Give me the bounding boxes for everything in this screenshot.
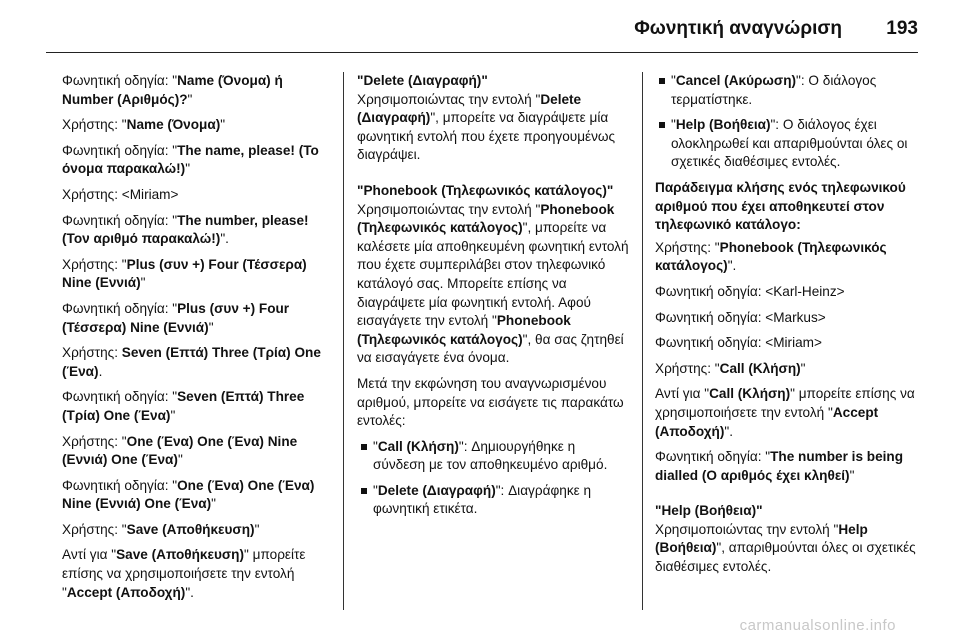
dialog-line: Φωνητική οδηγία: <Karl-Heinz> <box>655 283 845 299</box>
list-item: "Call (Κλήση)": Δημιουργήθηκε η σύνδεση με τον αποθηκευμένο αριθμό. <box>357 438 629 475</box>
dialog-line: Χρήστης: "Save (Αποθήκευση)" <box>62 521 260 537</box>
list-item: "Delete (Διαγραφή)": Διαγράφηκε η φωνητική ετικέτα. <box>357 482 629 519</box>
dialog-line: Φωνητική οδηγία: "The number is being dialled (Ο αριθμός έχει κληθεί)" <box>655 449 904 483</box>
bullet-square-icon <box>361 488 367 494</box>
list-item: "Cancel (Ακύρωση)": Ο διάλογος τερματίστηκε. <box>655 72 927 109</box>
page-number: 193 <box>886 18 918 39</box>
watermark: carmanualsonline.info <box>739 617 896 634</box>
paragraph: Χρησιμοποιώντας την εντολή "Help (Βοήθεια)", απαριθμούνται όλες οι σχετικές διαθέσιμες εντολές. <box>655 521 916 575</box>
dialog-line: Χρήστης: "Call (Κλήση)" <box>655 360 806 376</box>
section-heading-example: Παράδειγμα κλήσης ενός τηλεφωνικού αριθμού που έχει αποθηκευτεί στον τηλεφωνικό κατάλογο: <box>655 179 906 233</box>
dialog-line: Φωνητική οδηγία: <Miriam> <box>655 335 822 351</box>
paragraph: Χρησιμοποιώντας την εντολή "Phonebook (Τηλεφωνικός κατάλογος)", μπορείτε να καλέσετε μία αποθηκευμένη φωνητική εντολή που έχετε συμπεριλάβει στον τηλεφωνικό κατάλογό σας. Μπορείτε επίσης να διαγράψετε μία φωνητική εντολή. Αφού εισαγάγετε την εντολή "Phonebook (Τηλεφωνικός κατάλογος)", θα σας ζητηθεί να εισαγάγετε ένα όνομα. <box>357 201 629 366</box>
bullet-square-icon <box>659 78 665 84</box>
dialog-line: Χρήστης: "Name (Όνομα)" <box>62 117 226 133</box>
dialog-line: Χρήστης: "Plus (συν +) Four (Τέσσερα) Nine (Εννιά)" <box>62 256 307 291</box>
dialog-line: Φωνητική οδηγία: "Seven (Επτά) Three (Τρία) One (Ένα)" <box>62 389 305 423</box>
column-3 <box>655 72 927 584</box>
section-heading-phonebook: "Phonebook (Τηλεφωνικός κατάλογος)" <box>357 182 614 198</box>
dialog-line: Φωνητική οδηγία: "One (Ένα) One (Ένα) Nine (Εννιά) One (Ένα)" <box>62 477 315 512</box>
page-title: Φωνητική αναγνώριση <box>634 18 842 39</box>
dialog-line: Φωνητική οδηγία: "The number, please! (Τον αριθμό παρακαλώ!)". <box>62 212 309 247</box>
column-divider <box>642 72 643 610</box>
column-divider <box>343 72 344 610</box>
bullet-square-icon <box>659 122 665 128</box>
list-item: "Help (Βοήθεια)": Ο διάλογος έχει ολοκληρωθεί και απαριθμούνται όλες οι σχετικές διαθέσιμες εντολές. <box>655 116 927 172</box>
column-2 <box>357 72 629 526</box>
dialog-line: Χρήστης: "Phonebook (Τηλεφωνικός κατάλογος)". <box>655 239 887 274</box>
paragraph: Χρησιμοποιώντας την εντολή "Delete (Διαγραφή)", μπορείτε να διαγράψετε μία φωνητική εντολή που έχετε προηγουμένως διαγράψει. <box>357 91 616 163</box>
command-list <box>357 438 629 519</box>
dialog-line: Φωνητική οδηγία: "Name (Όνομα) ή Number (Αριθμός)?" <box>62 73 283 107</box>
dialog-line: Φωνητική οδηγία: <Markus> <box>655 309 826 325</box>
command-list <box>655 72 927 172</box>
dialog-line: Φωνητική οδηγία: "Plus (συν +) Four (Τέσσερα) Nine (Εννιά)" <box>62 300 290 335</box>
dialog-line: Αντί για "Call (Κλήση)" μπορείτε επίσης να χρησιμοποιήσετε την εντολή "Accept (Αποδοχή)". <box>655 386 915 439</box>
page-header <box>0 0 960 62</box>
dialog-line: Χρήστης: <Miriam> <box>62 186 179 202</box>
column-1 <box>62 72 332 609</box>
section-heading-help: "Help (Βοήθεια)" <box>655 503 763 519</box>
dialog-line: Χρήστης: Seven (Επτά) Three (Τρία) One (Ένα). <box>62 345 321 379</box>
bullet-square-icon <box>361 444 367 450</box>
paragraph: Μετά την εκφώνηση του αναγνωρισμένου αριθμού, μπορείτε να εισάγετε τις παρακάτω εντολές: <box>357 375 624 429</box>
section-heading-delete: "Delete (Διαγραφή)" <box>357 73 488 88</box>
dialog-line: Χρήστης: "One (Ένα) One (Ένα) Nine (Εννιά) One (Ένα)" <box>62 433 298 468</box>
header-divider <box>46 52 918 53</box>
dialog-line: Φωνητική οδηγία: "The name, please! (Το όνομα παρακαλώ!)" <box>62 142 319 177</box>
dialog-line: Αντί για "Save (Αποθήκευση)" μπορείτε επίσης να χρησιμοποιήσετε την εντολή "Accept (Αποδοχή)". <box>62 547 306 600</box>
